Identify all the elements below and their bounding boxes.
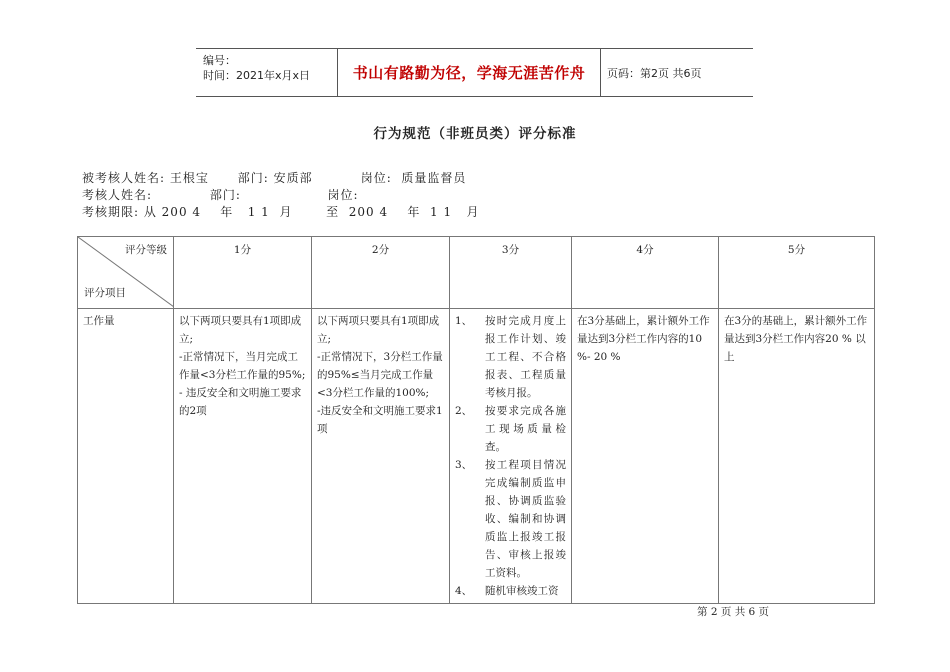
document-title: 行为规范（非班员类）评分标准 [373,126,577,142]
item-axis-label: 评分项目 [84,287,126,299]
item-cell: 工作量 [78,309,174,604]
grade-header-3: 3分 [450,237,572,309]
grade-5-criteria: 在3分的基础上，累计额外工作量达到3分栏工作内容20 % 以上 [719,309,875,604]
grade-4-criteria: 在3分基础上，累计额外工作量达到3分栏工作内容的10 %- 20 % [572,309,719,604]
date-text: 时间：2021年x月x日 [203,69,311,82]
grade-header-5: 5分 [719,237,875,309]
grade-axis-label: 评分等级 [125,244,167,256]
info-line-period: 考核期限: 从 200 4 年 1 1 月 至 200 4 年 1 1 月 [82,205,480,219]
diagonal-header-cell [78,237,174,309]
list-item: 2、 按要求完成各施工现场质量检查。 [455,405,566,453]
list-item: 1、 按时完成月度上报工作计划、竣工工程、不合格报表、工程质量考核月报。 [455,315,566,399]
table-header-row [78,237,875,309]
document-header [196,48,753,97]
list-item: 4、 随机审核竣工资 [455,585,559,597]
header-motto-cell [338,49,601,96]
scoring-table [77,236,875,604]
info-line-assessor: 考核人姓名: 部门: 岗位: [82,188,359,202]
grade-1-criteria: 以下两项只要具有1项即成立; -正常情况下，当月完成工作量<3分栏工作量的95%; - 违反安全和文明施工要求的2项 [174,309,312,604]
grade-3-list [455,312,566,600]
info-line-assessee: 被考核人姓名: 王根宝 部门: 安质部 岗位: 质量监督员 [82,171,467,185]
motto-text: 书山有路勤为径，学海无涯苦作舟 [352,64,586,82]
header-meta-cell [196,49,338,96]
page-footer: 第 2 页 共 6 页 [697,606,770,618]
header-page-cell [601,49,753,96]
grade-3-criteria [450,309,572,604]
table-row [78,309,875,604]
grade-header-1: 1分 [174,237,312,309]
list-item: 3、 按工程项目情况完成编制质监申报、协调质监验收、编制和协调质监上报竣工报告、审核上报竣工资料。 [455,459,566,579]
grade-2-criteria: 以下两项只要具有1项即成立; -正常情况下，3分栏工作量的95%≤当月完成工作量<3分栏工作量的100%; -违反安全和文明施工要求1项 [312,309,450,604]
number-label: 编号： [203,54,236,67]
grade-header-2: 2分 [312,237,450,309]
grade-header-4: 4分 [572,237,719,309]
page-number-text: 页码：第2页 共6页 [607,66,702,80]
